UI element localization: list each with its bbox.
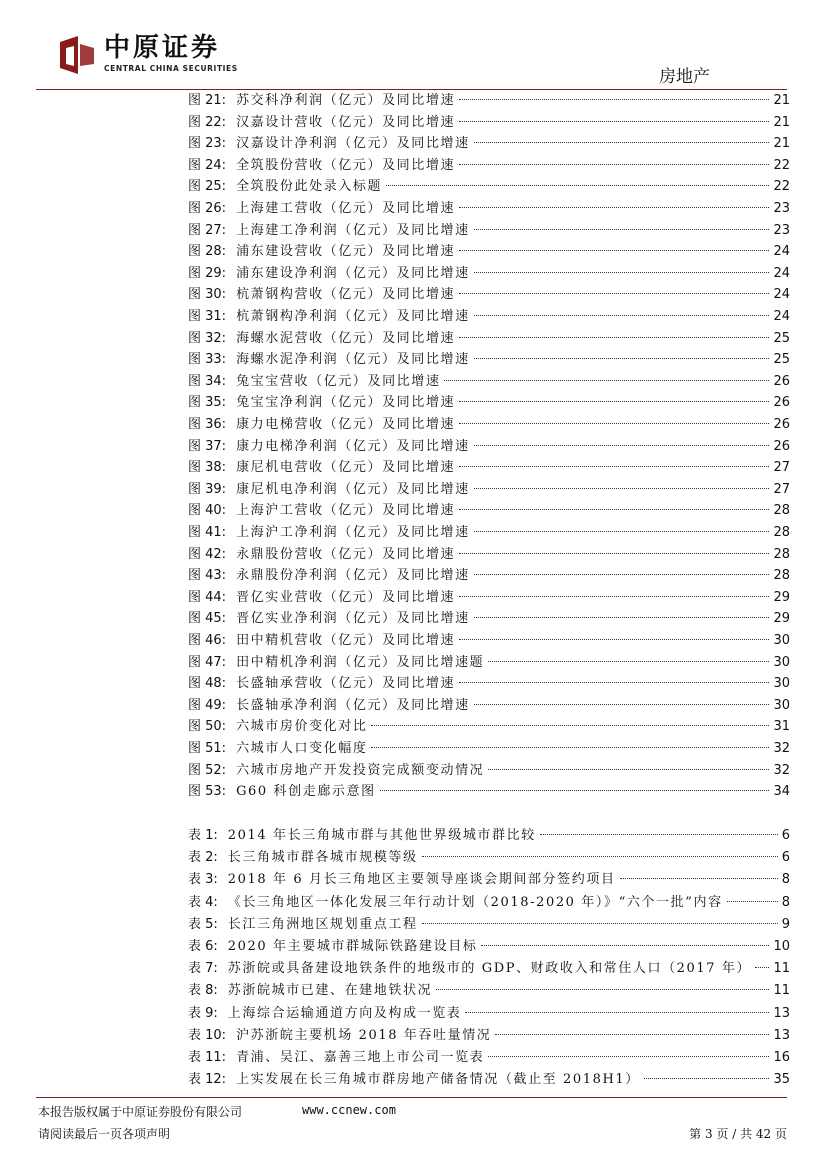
- company-name-en: CENTRAL CHINA SECURITIES: [104, 64, 238, 73]
- dot-leader: [459, 164, 769, 165]
- toc-table-entry[interactable]: [188, 1070, 790, 1091]
- toc-figure-entry[interactable]: [188, 739, 790, 760]
- entry-page-number: 25: [773, 352, 790, 368]
- entry-page-number: 23: [773, 222, 790, 238]
- entry-number: 表 11:: [188, 1050, 227, 1065]
- entry-number: 图 23:: [188, 136, 227, 152]
- dot-leader: [459, 207, 769, 208]
- entry-number: 表 7:: [188, 961, 218, 977]
- entry-page-number: 11: [773, 961, 790, 977]
- entry-title: 上海沪工净利润（亿元）及同比增速: [236, 525, 470, 540]
- entry-title: 浦东建设净利润（亿元）及同比增速: [236, 265, 470, 281]
- entry-number: 表 8:: [188, 983, 218, 999]
- entry-title: 杭萧钢构营收（亿元）及同比增速: [236, 287, 456, 303]
- toc-figure-entry[interactable]: [188, 609, 790, 630]
- toc-figure-entry[interactable]: [188, 761, 790, 782]
- entry-title: 康力电梯净利润（亿元）及同比增速: [236, 438, 470, 454]
- entry-number: 图 50:: [188, 719, 227, 735]
- entry-title: 六城市人口变化幅度: [236, 741, 368, 756]
- toc-figure-entry[interactable]: [188, 653, 790, 674]
- toc-table-entry[interactable]: [188, 937, 790, 958]
- entry-page-number: 26: [773, 373, 790, 389]
- entry-number: 图 39:: [188, 481, 227, 497]
- entry-title: 杭萧钢构净利润（亿元）及同比增速: [236, 309, 470, 324]
- entry-number: 图 40:: [188, 503, 227, 519]
- entry-page-number: 28: [773, 525, 790, 540]
- dot-leader: [459, 639, 769, 640]
- entry-page-number: 30: [773, 633, 790, 648]
- toc-table-entry[interactable]: [188, 893, 790, 914]
- entry-page-number: 13: [773, 1027, 790, 1043]
- header-divider: [36, 89, 787, 90]
- entry-number: 表 2:: [188, 850, 218, 866]
- dot-leader: [380, 790, 770, 791]
- entry-title: 汉嘉设计净利润（亿元）及同比增速: [236, 136, 470, 152]
- entry-title: 海螺水泥营收（亿元）及同比增速: [236, 330, 456, 346]
- toc-table-entry[interactable]: [188, 959, 790, 980]
- dot-leader: [459, 293, 769, 294]
- entry-title: 康尼机电营收（亿元）及同比增速: [236, 460, 456, 476]
- dot-leader: [474, 488, 770, 489]
- toc-figure-entry[interactable]: [188, 674, 790, 695]
- entry-title: 长盛轴承营收（亿元）及同比增速: [236, 676, 456, 692]
- entry-number: 图 48:: [188, 676, 227, 692]
- dot-leader: [459, 337, 769, 338]
- entry-title: 晋亿实业营收（亿元）及同比增速: [236, 589, 456, 605]
- entry-page-number: 30: [773, 676, 790, 692]
- toc-figure-entry[interactable]: [188, 91, 790, 112]
- dot-leader: [459, 99, 769, 100]
- toc-table-entry[interactable]: [188, 826, 790, 847]
- entry-number: 图 21:: [188, 93, 227, 108]
- toc-figure-entry[interactable]: [188, 458, 790, 479]
- toc-figure-entry[interactable]: [188, 480, 790, 501]
- entry-page-number: 28: [773, 568, 790, 584]
- entry-page-number: 10: [773, 939, 790, 954]
- dot-leader: [488, 1056, 769, 1057]
- entry-number: 表 10:: [188, 1027, 227, 1043]
- toc-figure-entry[interactable]: [188, 242, 790, 263]
- dot-leader: [459, 553, 769, 554]
- entry-title: 全筑股份营收（亿元）及同比增速: [236, 157, 456, 173]
- entry-title: 上海综合运输通道方向及构成一览表: [227, 1005, 462, 1021]
- dot-leader: [459, 466, 769, 467]
- entry-page-number: 16: [773, 1050, 790, 1065]
- toc-figure-entry[interactable]: [188, 566, 790, 587]
- dot-leader: [465, 1012, 769, 1013]
- toc-table-entry[interactable]: [188, 1048, 790, 1069]
- entry-number: 图 45:: [188, 611, 227, 627]
- entry-title: 海螺水泥净利润（亿元）及同比增速: [236, 352, 470, 368]
- entry-number: 图 24:: [188, 157, 227, 173]
- entry-page-number: 34: [773, 784, 790, 800]
- toc-figure-entry[interactable]: [188, 177, 790, 198]
- entry-number: 表 6:: [188, 939, 218, 954]
- toc-figure-entry[interactable]: [188, 415, 790, 436]
- entry-title: 兔宝宝营收（亿元）及同比增速: [236, 373, 441, 389]
- toc-figure-entry[interactable]: [188, 307, 790, 328]
- entry-page-number: 8: [781, 872, 790, 888]
- entry-page-number: 22: [773, 179, 790, 195]
- dot-leader: [436, 989, 769, 990]
- entry-number: 图 30:: [188, 287, 227, 303]
- entry-title: 田中精机净利润（亿元）及同比增速题: [236, 654, 485, 670]
- dot-leader: [644, 1078, 770, 1079]
- dot-leader: [459, 682, 769, 683]
- dot-leader: [727, 901, 778, 902]
- dot-leader: [444, 380, 769, 381]
- entry-title: 长三角城市群各城市规模等级: [227, 850, 418, 866]
- entry-number: 图 22:: [188, 114, 227, 130]
- dot-leader: [459, 121, 769, 122]
- entry-title: 长江三角洲地区规划重点工程: [227, 916, 418, 932]
- dot-leader: [495, 1034, 769, 1035]
- dot-leader: [474, 574, 770, 575]
- company-logo-icon: [58, 36, 96, 74]
- toc-figure-entry[interactable]: [188, 113, 790, 134]
- entry-number: 图 49:: [188, 697, 227, 713]
- dot-leader: [474, 531, 770, 532]
- toc-figure-entry[interactable]: [188, 156, 790, 177]
- toc-table-entry[interactable]: [188, 981, 790, 1002]
- entry-title: 康尼机电净利润（亿元）及同比增速: [236, 481, 470, 497]
- entry-title: 永鼎股份净利润（亿元）及同比增速: [236, 568, 470, 584]
- toc-figure-entry[interactable]: [188, 329, 790, 350]
- entry-title: 晋亿实业净利润（亿元）及同比增速: [236, 611, 470, 627]
- entry-title: 《长三角地区一体化发展三年行动计划（2018-2020 年）》“六个一批”内容: [227, 894, 723, 910]
- section-title: 房地产: [659, 67, 710, 87]
- entry-number: 图 46:: [188, 633, 227, 648]
- entry-page-number: 29: [773, 611, 790, 627]
- dot-leader: [459, 423, 769, 424]
- dot-leader: [474, 704, 770, 705]
- entry-page-number: 30: [773, 697, 790, 713]
- toc-figure-entry[interactable]: [188, 437, 790, 458]
- footer-page-info: 第 3 页 / 共 42 页: [689, 1127, 787, 1141]
- entry-page-number: 25: [773, 330, 790, 346]
- entry-page-number: 11: [773, 983, 790, 999]
- entry-page-number: 21: [773, 93, 790, 108]
- entry-page-number: 9: [781, 916, 790, 932]
- entry-number: 图 32:: [188, 330, 227, 346]
- toc-figure-entry[interactable]: [188, 285, 790, 306]
- dot-leader: [474, 272, 770, 273]
- toc-figure-entry[interactable]: [188, 372, 790, 393]
- entry-title: 永鼎股份营收（亿元）及同比增速: [236, 546, 456, 562]
- dot-leader: [371, 725, 769, 726]
- entry-number: 图 33:: [188, 352, 227, 368]
- dot-leader: [459, 250, 769, 251]
- entry-title: 上海沪工营收（亿元）及同比增速: [236, 503, 456, 519]
- entry-title: 六城市房价变化对比: [236, 719, 368, 735]
- toc-figure-entry[interactable]: [188, 696, 790, 717]
- entry-title: 上实发展在长三角城市群房地产储备情况（截止至 2018H1）: [236, 1072, 640, 1088]
- entry-number: 图 26:: [188, 201, 227, 216]
- footer-disclaimer: 请阅读最后一页各项声明: [38, 1127, 171, 1141]
- entry-number: 图 25:: [188, 179, 227, 195]
- entry-title: 苏交科净利润（亿元）及同比增速: [236, 93, 456, 108]
- entry-number: 图 52:: [188, 762, 227, 778]
- entry-title: 浦东建设营收（亿元）及同比增速: [236, 244, 456, 260]
- toc-table-entry[interactable]: [188, 1004, 790, 1025]
- entry-page-number: 24: [773, 265, 790, 281]
- dot-leader: [371, 747, 769, 748]
- toc-table-entry[interactable]: [188, 915, 790, 936]
- dot-leader: [386, 185, 769, 186]
- entry-page-number: 22: [773, 157, 790, 173]
- toc-figure-entry[interactable]: [188, 545, 790, 566]
- dot-leader: [459, 596, 769, 597]
- dot-leader: [459, 509, 769, 510]
- entry-page-number: 30: [773, 654, 790, 670]
- entry-number: 图 31:: [188, 309, 227, 324]
- dot-leader: [474, 358, 770, 359]
- entry-number: 表 3:: [188, 872, 218, 888]
- entry-page-number: 29: [773, 589, 790, 605]
- entry-title: 六城市房地产开发投资完成额变动情况: [236, 762, 485, 778]
- toc-figure-entry[interactable]: [188, 350, 790, 371]
- toc-figure-entry[interactable]: [188, 588, 790, 609]
- dot-leader: [620, 878, 778, 879]
- toc-figure-entry[interactable]: [188, 393, 790, 414]
- entry-title: G60 科创走廊示意图: [236, 784, 376, 800]
- entry-page-number: 31: [773, 719, 790, 735]
- entry-number: 图 44:: [188, 589, 227, 605]
- entry-page-number: 28: [773, 546, 790, 562]
- entry-number: 图 37:: [188, 438, 227, 454]
- entry-number: 图 28:: [188, 244, 227, 260]
- entry-title: 2020 年主要城市群城际铁路建设目标: [227, 939, 478, 954]
- entry-title: 沪苏浙皖主要机场 2018 年吞吐量情况: [236, 1027, 492, 1043]
- entry-page-number: 6: [781, 828, 790, 843]
- entry-title: 兔宝宝净利润（亿元）及同比增速: [236, 395, 456, 411]
- dot-leader: [488, 769, 769, 770]
- footer-website[interactable]: www.ccnew.com: [302, 1103, 396, 1117]
- entry-page-number: 32: [773, 762, 790, 778]
- entry-title: 全筑股份此处录入标题: [236, 179, 383, 195]
- entry-number: 图 35:: [188, 395, 227, 411]
- entry-page-number: 27: [773, 481, 790, 497]
- entry-page-number: 24: [773, 244, 790, 260]
- dot-leader: [474, 229, 770, 230]
- entry-title: 汉嘉设计营收（亿元）及同比增速: [236, 114, 456, 130]
- entry-number: 表 9:: [188, 1005, 218, 1021]
- dot-leader: [474, 617, 770, 618]
- dot-leader: [474, 315, 770, 316]
- entry-number: 图 38:: [188, 460, 227, 476]
- entry-page-number: 24: [773, 309, 790, 324]
- entry-title: 苏浙皖或具备建设地铁条件的地级市的 GDP、财政收入和常住人口（2017 年）: [227, 961, 752, 977]
- toc-figure-entry[interactable]: [188, 221, 790, 242]
- entry-title: 2018 年 6 月长三角地区主要领导座谈会期间部分签约项目: [227, 872, 616, 888]
- dot-leader: [540, 834, 778, 835]
- entry-title: 上海建工净利润（亿元）及同比增速: [236, 222, 470, 238]
- entry-number: 图 53:: [188, 784, 227, 800]
- entry-page-number: 24: [773, 287, 790, 303]
- dot-leader: [755, 967, 769, 968]
- toc-figure-entry[interactable]: [188, 134, 790, 155]
- page-header: [0, 0, 827, 92]
- entry-page-number: 13: [773, 1005, 790, 1021]
- dot-leader: [422, 856, 778, 857]
- entry-page-number: 26: [773, 417, 790, 432]
- toc-table-entry[interactable]: [188, 870, 790, 891]
- entry-page-number: 8: [781, 894, 790, 910]
- entry-page-number: 21: [773, 114, 790, 130]
- entry-title: 苏浙皖城市已建、在建地铁状况: [227, 983, 433, 999]
- toc-figure-entry[interactable]: [188, 523, 790, 544]
- toc-figure-entry[interactable]: [188, 631, 790, 652]
- dot-leader: [488, 661, 769, 662]
- entry-title: 青浦、吴江、嘉善三地上市公司一览表: [236, 1050, 485, 1065]
- toc-figure-entry[interactable]: [188, 264, 790, 285]
- company-name-cn: 中原证券: [104, 33, 221, 63]
- entry-number: 表 5:: [188, 916, 218, 932]
- entry-number: 图 42:: [188, 546, 227, 562]
- dot-leader: [474, 445, 770, 446]
- entry-title: 田中精机营收（亿元）及同比增速: [236, 633, 456, 648]
- entry-page-number: 26: [773, 438, 790, 454]
- toc-table-entry[interactable]: [188, 1026, 790, 1047]
- entry-page-number: 21: [773, 136, 790, 152]
- toc-figure-entry[interactable]: [188, 501, 790, 522]
- entry-page-number: 26: [773, 395, 790, 411]
- dot-leader: [474, 142, 770, 143]
- entry-title: 2014 年长三角城市群与其他世界级城市群比较: [227, 828, 536, 843]
- entry-title: 长盛轴承净利润（亿元）及同比增速: [236, 697, 470, 713]
- entry-page-number: 6: [781, 850, 790, 866]
- dot-leader: [459, 401, 769, 402]
- toc-figure-entry[interactable]: [188, 782, 790, 803]
- footer-divider: [36, 1097, 787, 1098]
- toc-table-entry[interactable]: [188, 848, 790, 869]
- entry-number: 表 1:: [188, 828, 218, 843]
- entry-number: 图 51:: [188, 741, 227, 756]
- entry-number: 图 34:: [188, 373, 227, 389]
- entry-number: 图 47:: [188, 654, 227, 670]
- toc-figure-entry[interactable]: [188, 717, 790, 738]
- dot-leader: [481, 945, 769, 946]
- toc-figure-entry[interactable]: [188, 199, 790, 220]
- dot-leader: [422, 923, 778, 924]
- entry-number: 表 12:: [188, 1072, 227, 1088]
- entry-title: 上海建工营收（亿元）及同比增速: [236, 201, 456, 216]
- entry-page-number: 23: [773, 201, 790, 216]
- entry-number: 表 4:: [188, 894, 218, 910]
- entry-title: 康力电梯营收（亿元）及同比增速: [236, 417, 456, 432]
- entry-page-number: 27: [773, 460, 790, 476]
- entry-number: 图 29:: [188, 265, 227, 281]
- entry-number: 图 41:: [188, 525, 227, 540]
- entry-page-number: 28: [773, 503, 790, 519]
- entry-page-number: 32: [773, 741, 790, 756]
- entry-number: 图 27:: [188, 222, 227, 238]
- entry-page-number: 35: [773, 1072, 790, 1088]
- entry-number: 图 36:: [188, 417, 227, 432]
- entry-number: 图 43:: [188, 568, 227, 584]
- footer-copyright: 本报告版权属于中原证券股份有限公司: [38, 1105, 243, 1119]
